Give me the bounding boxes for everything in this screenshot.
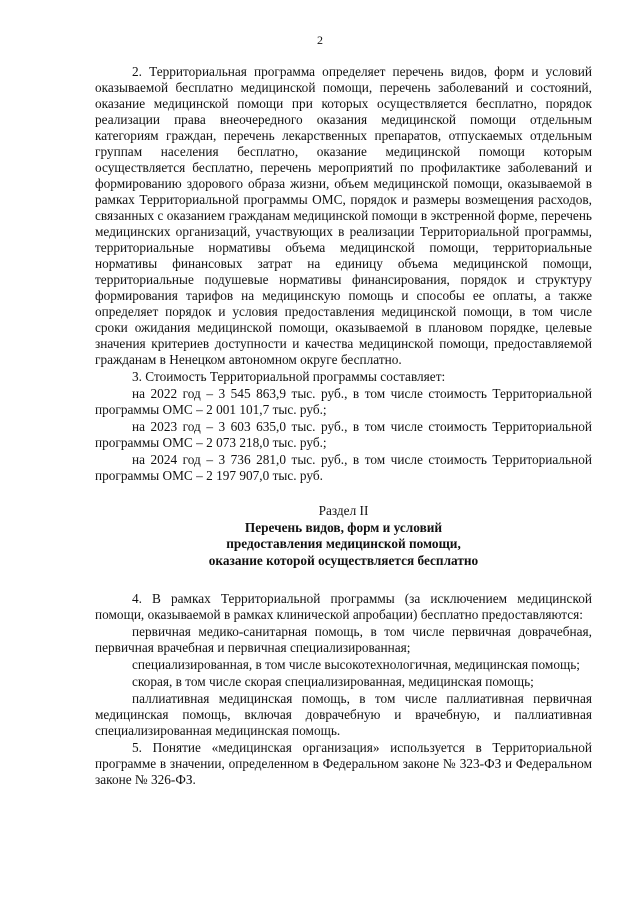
care-type-emergency: скорая, в том числе скорая специализированная, медицинская помощь; <box>132 674 534 689</box>
section-title-line: предоставления медицинской помощи, <box>226 536 461 551</box>
cost-2022: на 2022 год – 3 545 863,9 тыс. руб., в том числе стоимость Территориальной программы ОМС – 2 001 101,7 тыс. руб.; <box>95 386 592 417</box>
document-body <box>95 64 592 789</box>
care-type-specialized: специализированная, в том числе высокотехнологичная, медицинская помощь; <box>132 657 580 672</box>
paragraph-2-program-scope: 2. Территориальная программа определяет перечень видов, форм и условий оказываемой бесплатно медицинской помощи, перечень заболеваний и состояний, оказание медицинской помощи при которых осуществляется бесплатно, порядок реализации права внеочередного оказания медицинской помощи отдельным категориям граждан, перечень лекарственных препаратов, отпускаемых отдельным группам населения бесплатно, оказание медицинской помощи которым осуществляется бесплатно, перечень мероприятий по профилактике заболеваний и формированию здорового образа жизни, объем медицинской помощи, оказываемой в рамках Территориальной программы ОМС, порядок и размеры возмещения расходов, связанных с оказанием гражданам медицинской помощи в экстренной форме, перечень медицинских организаций, участвующих в реализации Территориальной программы, территориальные нормативы объема медицинской помощи, территориальные нормативы финансовых затрат на единицу объема медицинской помощи, территориальные подушевые нормативы финансирования, порядок и структуру формирования тарифов на медицинскую помощь и способы ее оплаты, а также определяет порядок и условия предоставления медицинской помощи, в том числе сроки ожидания медицинской помощи, оказываемой в плановом порядке, целевые значения критериев доступности и качества медицинской помощи, предоставляемой гражданам в Ненецком автономном округе бесплатно. <box>95 64 592 367</box>
section-title-line: оказание которой осуществляется бесплатно <box>208 552 479 568</box>
paragraph-4-free-care: 4. В рамках Территориальной программы (за исключением медицинской помощи, оказываемой в рамках клинической апробации) бесплатно предоставляются: <box>95 591 592 622</box>
section-heading <box>95 503 592 569</box>
cost-2024: на 2024 год – 3 736 281,0 тыс. руб., в том числе стоимость Территориальной программы ОМС – 2 197 907,0 тыс. руб. <box>95 452 592 483</box>
cost-2023: на 2023 год – 3 603 635,0 тыс. руб., в том числе стоимость Территориальной программы ОМС – 2 073 218,0 тыс. руб.; <box>95 419 592 450</box>
page-number: 2 <box>317 33 323 47</box>
paragraph-3-program-cost: 3. Стоимость Территориальной программы составляет: <box>132 369 446 384</box>
paragraph-5-definition: 5. Понятие «медицинская организация» используется в Территориальной программе в значении, определенном в Федеральном законе № 323-ФЗ и Федеральном законе № 326-ФЗ. <box>95 740 592 787</box>
care-type-palliative: паллиативная медицинская помощь, в том числе паллиативная первичная медицинская помощь, включая доврачебную и врачебную, и паллиативная специализированная медицинская помощь. <box>95 691 592 738</box>
care-type-primary: первичная медико-санитарная помощь, в том числе первичная доврачебная, первичная врачебная и первичная специализированная; <box>95 624 592 655</box>
section-label: Раздел II <box>318 503 369 518</box>
section-title-line: Перечень видов, форм и условий <box>244 519 443 535</box>
